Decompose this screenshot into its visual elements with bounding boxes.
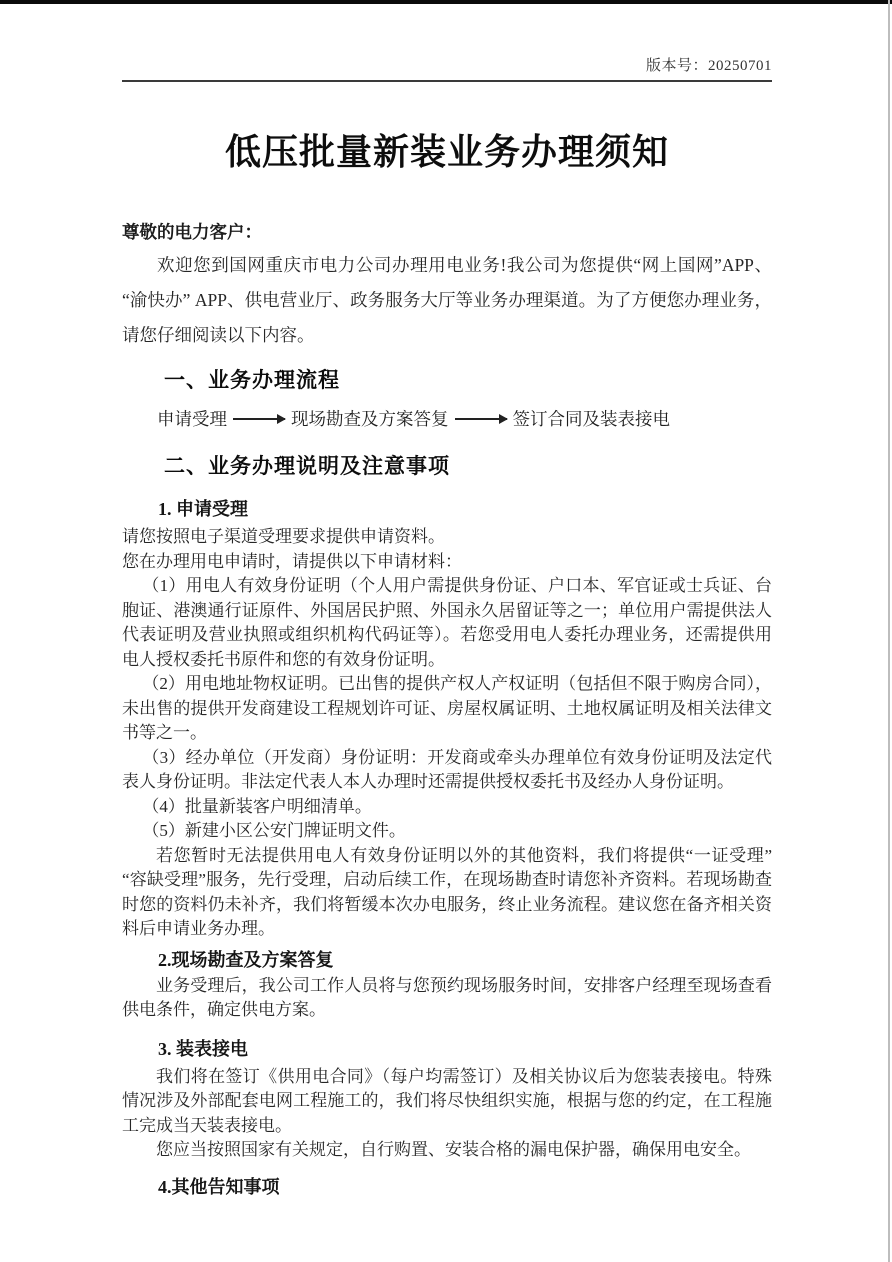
intro-paragraph: 欢迎您到国网重庆市电力公司办理用电业务!我公司为您提供“网上国网”APP、“渝快办” APP、供电营业厅、政务服务大厅等业务办理渠道。为了方便您办理业务，请您仔细阅读以下内容。: [122, 255, 772, 345]
paragraph: 您应当按照国家有关规定，自行购置、安装合格的漏电保护器，确保用电安全。: [156, 1140, 751, 1159]
header-rule: [122, 80, 772, 82]
subsection-heading-meter: 3. 装表接电: [158, 1038, 248, 1059]
scan-right-edge: [888, 0, 890, 1262]
right-arrow-icon: [233, 418, 285, 420]
paragraph: 若您暂时无法提供用电人有效身份证明以外的其他资料，我们将提供“一证受理”“容缺受理”服务，先行受理，启动后续工作，在现场勘查时请您补齐资料。若现场勘查时您的资料仍未补齐，我们将暂缓本次办电服务，终止业务流程。建议您在备齐相关资料后申请业务办理。: [122, 845, 772, 938]
list-item-1: （1）用电人有效身份证明（个人用户需提供身份证、户口本、军官证或士兵证、台胞证、港澳通行证原件、外国居民护照、外国永久居留证等之一；单位用户需提供法人代表证明及营业执照或组织机构代码证等）。若您受用电人委托办理业务，还需提供用电人授权委托书原件和您的有效身份证明。: [122, 576, 772, 669]
subsection-heading-apply: 1. 申请受理: [158, 499, 248, 519]
paragraph: 请您按照电子渠道受理要求提供申请资料。: [122, 527, 445, 546]
subsection-heading-other: 4.其他告知事项: [158, 1176, 280, 1197]
flow-step-survey: 现场勘查及方案答复: [291, 409, 449, 429]
flow-step-apply: 申请受理: [157, 409, 227, 429]
section-heading-process: 一、业务办理流程: [164, 369, 340, 392]
paragraph: 您在办理用电申请时，请提供以下申请材料：: [122, 551, 462, 571]
salutation: 尊敬的电力客户：: [122, 222, 262, 242]
subsection-heading-survey: 2.现场勘查及方案答复: [158, 949, 334, 970]
flow-step-contract: 签订合同及装表接电: [512, 409, 670, 429]
paragraph: 我们将在签订《供用电合同》（每户均需签订）及相关协议后为您装表接电。特殊情况涉及外部配套电网工程施工的，我们将尽快组织实施，根据与您的约定，在工程施工完成当天装表接电。: [122, 1066, 772, 1135]
document-header: [122, 0, 772, 76]
right-arrow-icon: [455, 418, 507, 420]
process-flow-diagram: [122, 407, 772, 431]
list-item-2: （2）用电地址物权证明。已出售的提供产权人产权证明（包括但不限于购房合同），未出售的提供开发商建设工程规划许可证、房屋权属证明、土地权属证明及相关法律文书等之一。: [122, 674, 772, 742]
version-number: 版本号：20250701: [645, 58, 772, 74]
paragraph: 业务受理后，我公司工作人员将与您预约现场服务时间，安排客户经理至现场查看供电条件，确定供电方案。: [122, 975, 772, 1019]
list-item-4: （4）批量新装客户明细清单。: [142, 796, 372, 816]
list-item-5: （5）新建小区公安门牌证明文件。: [142, 821, 406, 840]
document-title: 低压批量新装业务办理须知: [224, 132, 669, 172]
section-heading-notes: 二、业务办理说明及注意事项: [164, 455, 450, 478]
list-item-3: （3）经办单位（开发商）身份证明：开发商或牵头办理单位有效身份证明及法定代表人身份证明。非法定代表人本人办理时还需提供授权委托书及经办人身份证明。: [122, 747, 772, 791]
document-content: [122, 0, 772, 1199]
